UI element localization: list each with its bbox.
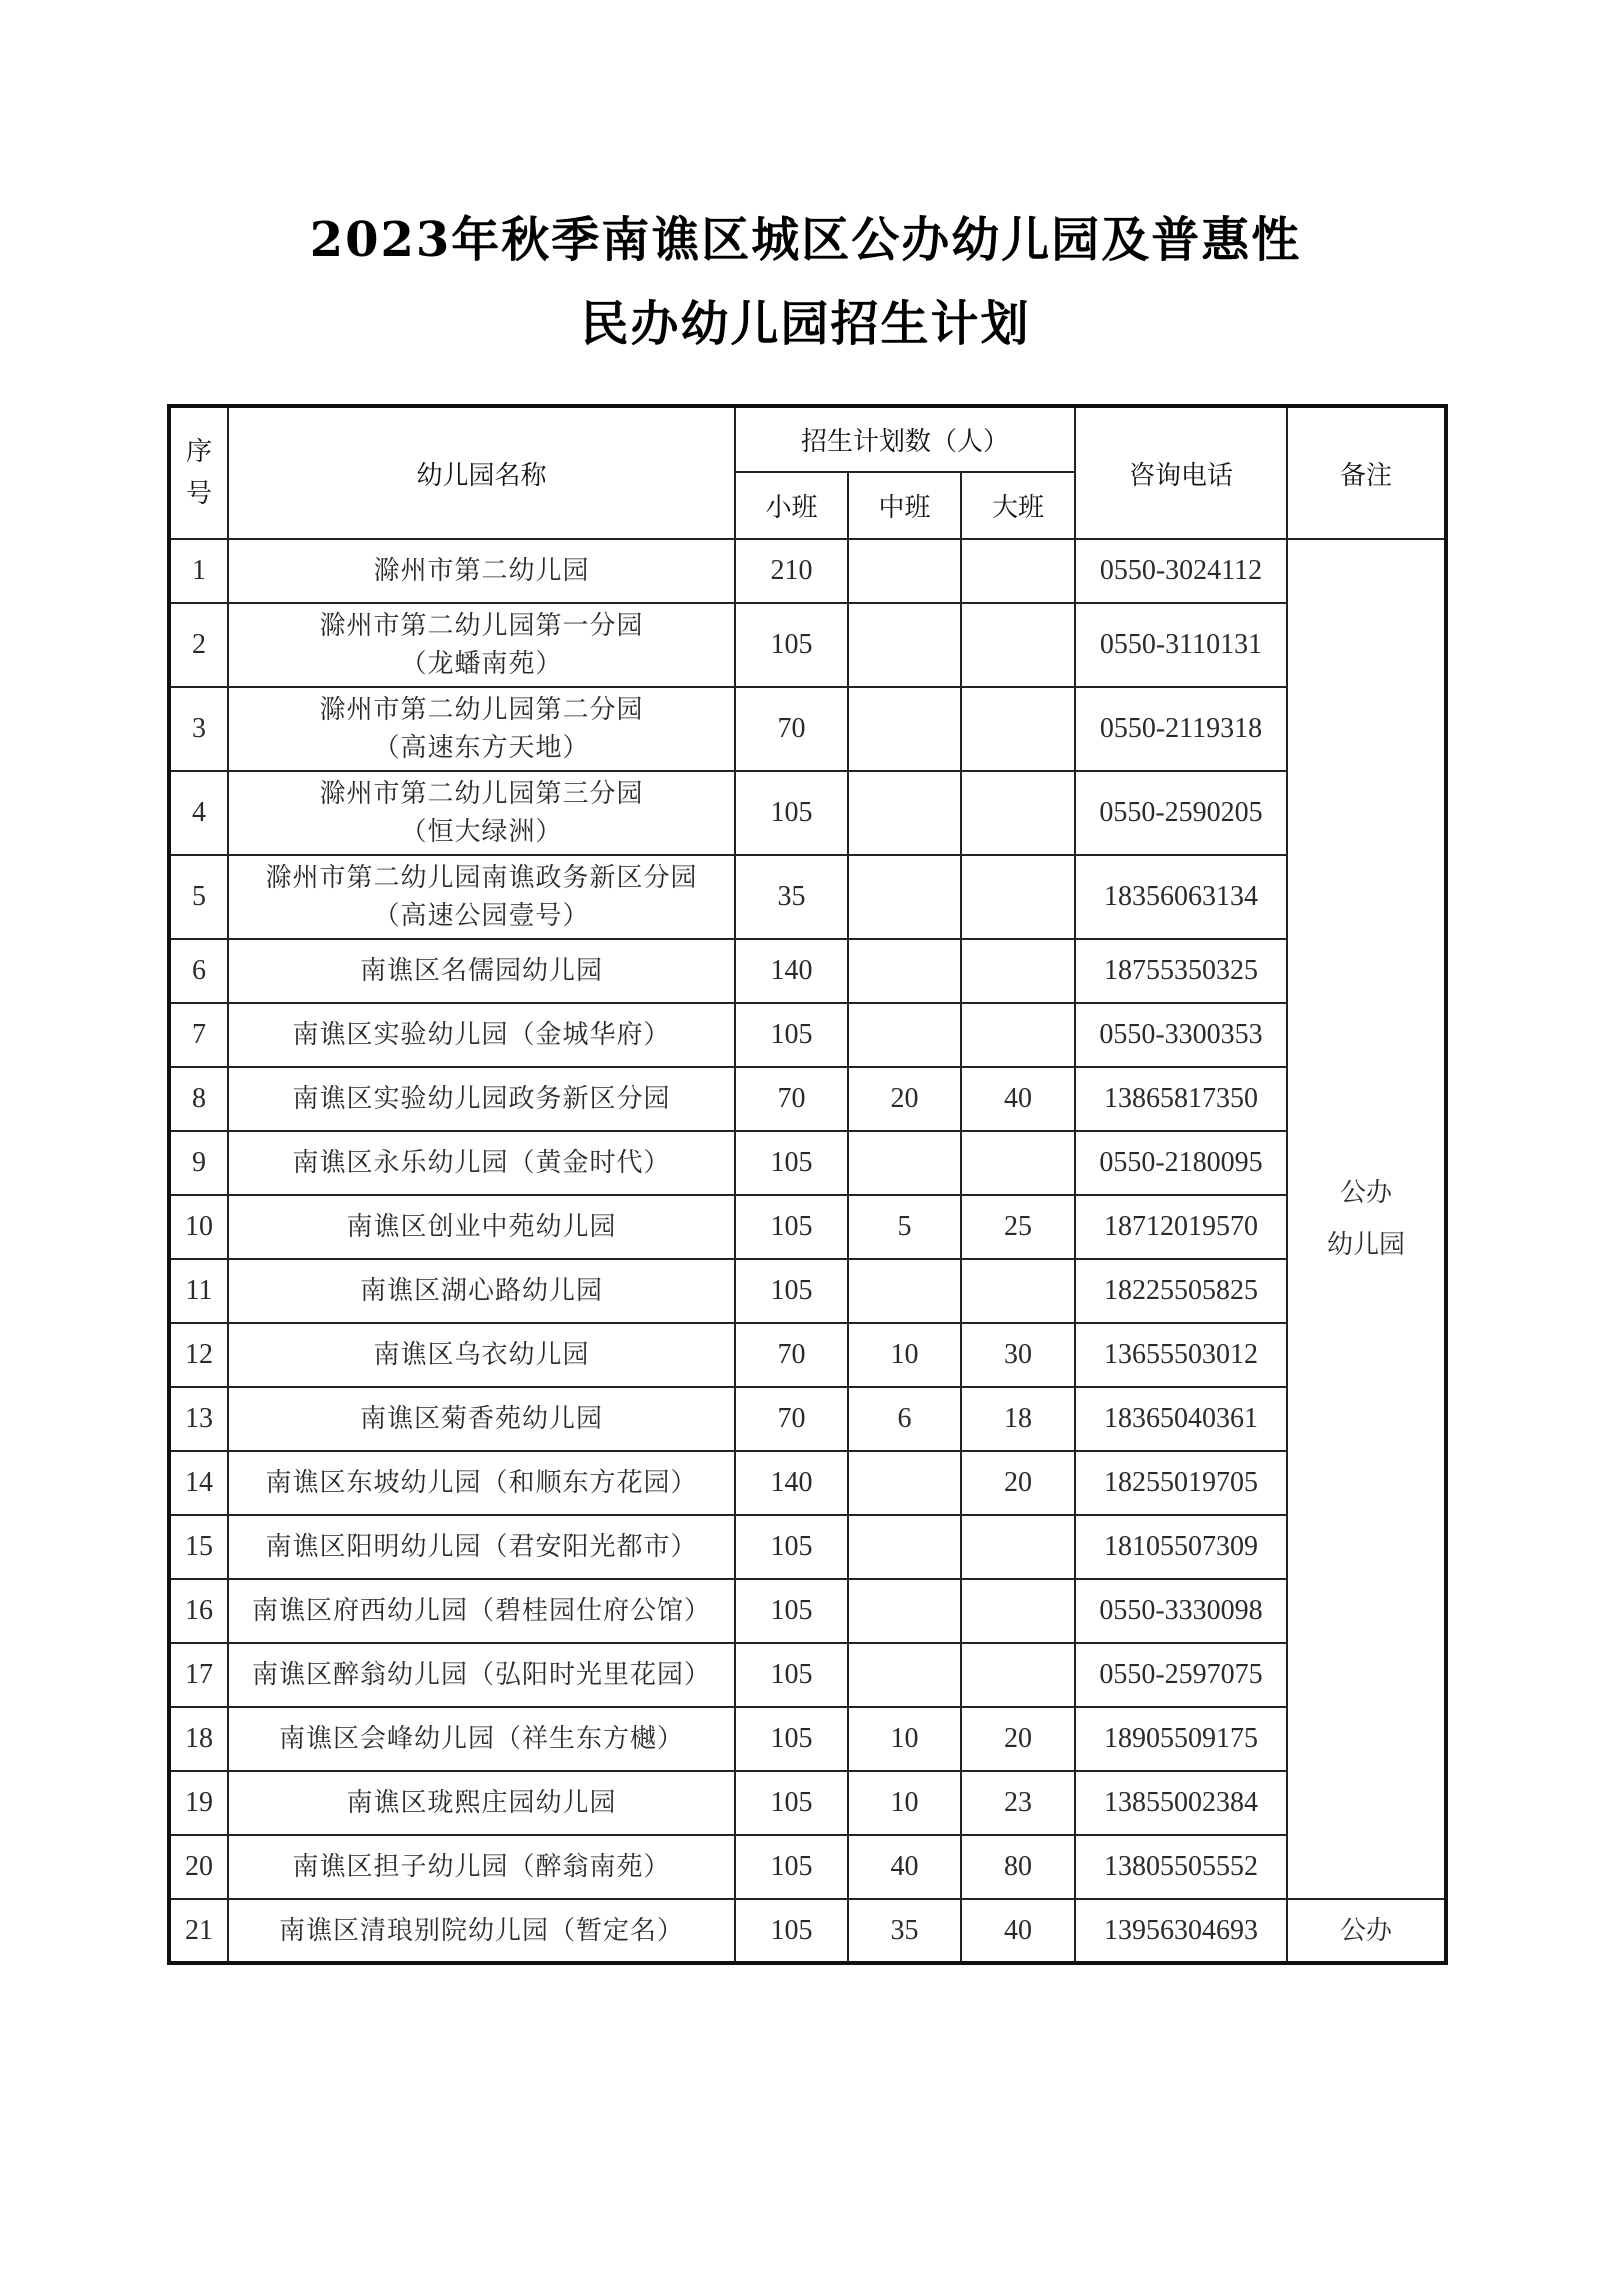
document-title-line-1: 2023年秋季南谯区城区公办幼儿园及普惠性 [309, 212, 1302, 268]
row-seq: 7 [169, 1003, 228, 1067]
small-class-count: 105 [735, 771, 848, 855]
middle-class-count [848, 1451, 961, 1515]
small-class-count: 140 [735, 1451, 848, 1515]
header-large-class: 大班 [961, 472, 1075, 539]
table-row [169, 1579, 1446, 1643]
small-class-count: 105 [735, 1195, 848, 1259]
consult-phone: 0550-2180095 [1075, 1131, 1287, 1195]
kindergarten-name-line-1: 滁州市第二幼儿园 [373, 556, 590, 586]
table-row [169, 771, 1446, 855]
kindergarten-name-line-1: 南谯区担子幼儿园（醉翁南苑） [292, 1852, 671, 1882]
kindergarten-name-line-2: （恒大绿洲） [400, 817, 563, 847]
small-class-count: 105 [735, 1579, 848, 1643]
middle-class-count [848, 603, 961, 687]
table-row [169, 603, 1446, 687]
middle-class-count: 20 [848, 1067, 961, 1131]
row-seq: 21 [169, 1899, 228, 1963]
kindergarten-name [228, 1131, 735, 1195]
table-row [169, 1643, 1446, 1707]
large-class-count [961, 771, 1075, 855]
table-row [169, 1835, 1446, 1899]
kindergarten-name [228, 603, 735, 687]
small-class-count: 105 [735, 1131, 848, 1195]
row-seq: 6 [169, 939, 228, 1003]
header-name: 幼儿园名称 [228, 406, 735, 539]
row-seq: 10 [169, 1195, 228, 1259]
consult-phone: 18356063134 [1075, 855, 1287, 939]
middle-class-count: 40 [848, 1835, 961, 1899]
middle-class-count: 10 [848, 1771, 961, 1835]
kindergarten-name-line-1: 南谯区清琅别院幼儿园（暂定名） [278, 1915, 684, 1946]
large-class-count: 25 [961, 1195, 1075, 1259]
large-class-count [961, 939, 1075, 1003]
kindergarten-name-line-1: 滁州市第二幼儿园第一分园 [319, 611, 644, 641]
table-row [169, 1259, 1446, 1323]
middle-class-count [848, 1579, 961, 1643]
kindergarten-name [228, 1515, 735, 1579]
kindergarten-name [228, 939, 735, 1003]
middle-class-count: 6 [848, 1387, 961, 1451]
header-seq-line-2: 号 [185, 479, 212, 509]
kindergarten-name [228, 539, 735, 603]
middle-class-count [848, 1643, 961, 1707]
middle-class-count [848, 771, 961, 855]
large-class-count: 20 [961, 1707, 1075, 1771]
kindergarten-name [228, 1899, 735, 1963]
small-class-count: 70 [735, 1387, 848, 1451]
kindergarten-name [228, 1835, 735, 1899]
kindergarten-name [228, 1707, 735, 1771]
small-class-count: 70 [735, 1067, 848, 1131]
consult-phone: 0550-2119318 [1075, 687, 1287, 771]
kindergarten-name [228, 1259, 735, 1323]
header-seq-line-1: 序 [185, 437, 212, 467]
row-seq: 11 [169, 1259, 228, 1323]
table-row [169, 1515, 1446, 1579]
large-class-count [961, 539, 1075, 603]
kindergarten-name [228, 1195, 735, 1259]
large-class-count [961, 1131, 1075, 1195]
consult-phone: 18255019705 [1075, 1451, 1287, 1515]
kindergarten-name [228, 1387, 735, 1451]
middle-class-count [848, 1515, 961, 1579]
row-seq: 14 [169, 1451, 228, 1515]
kindergarten-name [228, 1003, 735, 1067]
row-seq: 8 [169, 1067, 228, 1131]
note-line-2: 幼儿园 [1327, 1230, 1406, 1260]
header-seq [169, 406, 228, 539]
kindergarten-name [228, 687, 735, 771]
header-plan-group: 招生计划数（人） [735, 406, 1075, 472]
large-class-count [961, 1579, 1075, 1643]
small-class-count: 105 [735, 1515, 848, 1579]
kindergarten-name [228, 1579, 735, 1643]
middle-class-count [848, 539, 961, 603]
kindergarten-name-line-1: 南谯区实验幼儿园政务新区分园 [292, 1084, 671, 1114]
consult-phone: 18365040361 [1075, 1387, 1287, 1451]
small-class-count: 70 [735, 1323, 848, 1387]
consult-phone: 0550-3110131 [1075, 603, 1287, 687]
consult-phone: 0550-2597075 [1075, 1643, 1287, 1707]
middle-class-count: 5 [848, 1195, 961, 1259]
middle-class-count [848, 1003, 961, 1067]
table-row [169, 1387, 1446, 1451]
kindergarten-name-line-1: 南谯区府西幼儿园（碧桂园仕府公馆） [251, 1596, 711, 1626]
row-seq: 5 [169, 855, 228, 939]
row-seq: 19 [169, 1771, 228, 1835]
header-note: 备注 [1287, 406, 1446, 539]
kindergarten-name [228, 855, 735, 939]
table-row [169, 1195, 1446, 1259]
note-public: 公办 [1287, 1899, 1446, 1963]
kindergarten-name-line-1: 南谯区东坡幼儿园（和顺东方花园） [265, 1468, 698, 1498]
consult-phone: 0550-2590205 [1075, 771, 1287, 855]
kindergarten-name [228, 1067, 735, 1131]
kindergarten-name-line-1: 南谯区阳明幼儿园（君安阳光都市） [265, 1532, 698, 1562]
middle-class-count [848, 1259, 961, 1323]
middle-class-count: 35 [848, 1899, 961, 1963]
large-class-count: 80 [961, 1835, 1075, 1899]
table-row [169, 1323, 1446, 1387]
consult-phone: 18225505825 [1075, 1259, 1287, 1323]
row-seq: 4 [169, 771, 228, 855]
table-row [169, 1899, 1446, 1963]
middle-class-count [848, 939, 961, 1003]
kindergarten-name-line-1: 滁州市第二幼儿园南谯政务新区分园 [265, 863, 698, 893]
small-class-count: 105 [735, 1771, 848, 1835]
consult-phone: 13865817350 [1075, 1067, 1287, 1131]
enrollment-plan-table [167, 404, 1448, 1965]
small-class-count: 105 [735, 1835, 848, 1899]
kindergarten-name-line-1: 南谯区永乐幼儿园（黄金时代） [292, 1148, 671, 1178]
middle-class-count [848, 1131, 961, 1195]
kindergarten-name-line-1: 南谯区珑熙庄园幼儿园 [346, 1788, 617, 1818]
middle-class-count: 10 [848, 1707, 961, 1771]
table-row [169, 1067, 1446, 1131]
kindergarten-name-line-1: 滁州市第二幼儿园第三分园 [319, 779, 644, 809]
kindergarten-name [228, 1323, 735, 1387]
row-seq: 3 [169, 687, 228, 771]
kindergarten-name-line-1: 南谯区菊香苑幼儿园 [359, 1404, 603, 1434]
large-class-count [961, 687, 1075, 771]
large-class-count: 20 [961, 1451, 1075, 1515]
large-class-count: 18 [961, 1387, 1075, 1451]
row-seq: 16 [169, 1579, 228, 1643]
kindergarten-name-line-1: 南谯区创业中苑幼儿园 [346, 1212, 617, 1242]
row-seq: 17 [169, 1643, 228, 1707]
large-class-count [961, 1259, 1075, 1323]
consult-phone: 18755350325 [1075, 939, 1287, 1003]
table-row [169, 539, 1446, 603]
table-row [169, 1451, 1446, 1515]
row-seq: 2 [169, 603, 228, 687]
consult-phone: 0550-3330098 [1075, 1579, 1287, 1643]
small-class-count: 140 [735, 939, 848, 1003]
kindergarten-name-line-1: 南谯区湖心路幼儿园 [359, 1276, 603, 1306]
small-class-count: 105 [735, 1259, 848, 1323]
large-class-count: 23 [961, 1771, 1075, 1835]
row-seq: 13 [169, 1387, 228, 1451]
kindergarten-name-line-1: 南谯区实验幼儿园（金城华府） [292, 1020, 671, 1050]
note-public-kindergarten [1287, 539, 1446, 1899]
kindergarten-name [228, 1643, 735, 1707]
consult-phone: 13805505552 [1075, 1835, 1287, 1899]
small-class-count: 35 [735, 855, 848, 939]
small-class-count: 105 [735, 603, 848, 687]
kindergarten-name-line-1: 南谯区名儒园幼儿园 [359, 956, 603, 986]
large-class-count [961, 1515, 1075, 1579]
large-class-count [961, 1003, 1075, 1067]
table-body [169, 539, 1446, 1963]
consult-phone: 18905509175 [1075, 1707, 1287, 1771]
kindergarten-name [228, 1451, 735, 1515]
large-class-count: 40 [961, 1899, 1075, 1963]
consult-phone: 13855002384 [1075, 1771, 1287, 1835]
kindergarten-name-line-1: 南谯区醉翁幼儿园（弘阳时光里花园） [251, 1660, 711, 1690]
middle-class-count [848, 687, 961, 771]
kindergarten-name-line-2: （高速东方天地） [373, 733, 590, 763]
large-class-count: 40 [961, 1067, 1075, 1131]
kindergarten-name-line-1: 滁州市第二幼儿园第二分园 [319, 695, 644, 725]
table-row [169, 1771, 1446, 1835]
small-class-count: 105 [735, 1643, 848, 1707]
consult-phone: 18105507309 [1075, 1515, 1287, 1579]
large-class-count [961, 1643, 1075, 1707]
row-seq: 15 [169, 1515, 228, 1579]
row-seq: 9 [169, 1131, 228, 1195]
small-class-count: 105 [735, 1003, 848, 1067]
consult-phone: 18712019570 [1075, 1195, 1287, 1259]
table-row [169, 1131, 1446, 1195]
consult-phone: 0550-3024112 [1075, 539, 1287, 603]
middle-class-count: 10 [848, 1323, 961, 1387]
kindergarten-name-line-1: 南谯区乌衣幼儿园 [373, 1340, 590, 1370]
table-row [169, 687, 1446, 771]
consult-phone: 13956304693 [1075, 1899, 1287, 1963]
large-class-count [961, 603, 1075, 687]
document-title-line-2: 民办幼儿园招生计划 [580, 296, 1031, 352]
small-class-count: 105 [735, 1707, 848, 1771]
large-class-count [961, 855, 1075, 939]
header-phone: 咨询电话 [1075, 406, 1287, 539]
header-small-class: 小班 [735, 472, 848, 539]
row-seq: 20 [169, 1835, 228, 1899]
small-class-count: 70 [735, 687, 848, 771]
table-row [169, 1003, 1446, 1067]
header-middle-class: 中班 [848, 472, 961, 539]
kindergarten-name-line-2: （龙蟠南苑） [400, 649, 563, 679]
row-seq: 1 [169, 539, 228, 603]
small-class-count: 210 [735, 539, 848, 603]
table-row [169, 855, 1446, 939]
consult-phone: 0550-3300353 [1075, 1003, 1287, 1067]
table-row [169, 1707, 1446, 1771]
note-line-1: 公办 [1340, 1178, 1393, 1208]
kindergarten-name-line-1: 南谯区会峰幼儿园（祥生东方樾） [278, 1724, 684, 1754]
kindergarten-name [228, 771, 735, 855]
row-seq: 18 [169, 1707, 228, 1771]
kindergarten-name [228, 1771, 735, 1835]
large-class-count: 30 [961, 1323, 1075, 1387]
kindergarten-name-line-2: （高速公园壹号） [373, 901, 590, 931]
row-seq: 12 [169, 1323, 228, 1387]
small-class-count: 105 [735, 1899, 848, 1963]
middle-class-count [848, 855, 961, 939]
consult-phone: 13655503012 [1075, 1323, 1287, 1387]
table-row [169, 939, 1446, 1003]
